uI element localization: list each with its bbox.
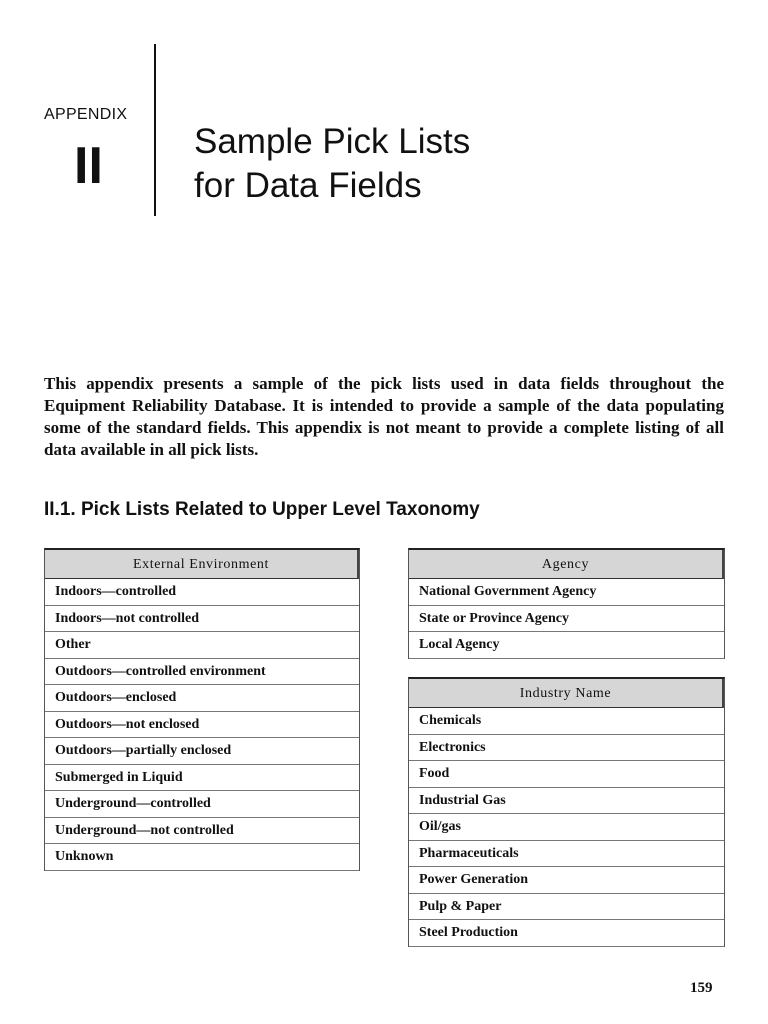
table-row: Underground—not controlled	[45, 818, 359, 845]
table-row: Pulp & Paper	[409, 894, 724, 921]
table-row: Power Generation	[409, 867, 724, 894]
external-environment-table	[44, 548, 360, 871]
table-row: Outdoors—controlled environment	[45, 659, 359, 686]
appendix-label: APPENDIX	[44, 106, 128, 123]
page-title	[194, 120, 470, 208]
table-row: Indoors—controlled	[45, 579, 359, 606]
table-header: Industry Name	[409, 679, 724, 708]
table-row: Outdoors—partially enclosed	[45, 738, 359, 765]
table-row: Local Agency	[409, 632, 724, 659]
table-row: Electronics	[409, 735, 724, 762]
industry-name-table	[408, 677, 725, 947]
table-row: Indoors—not controlled	[45, 606, 359, 633]
agency-table	[408, 548, 725, 659]
table-row: Outdoors—not enclosed	[45, 712, 359, 739]
intro-paragraph: This appendix presents a sample of the pick lists used in data fields throughout the Equipment Reliability Database. It is intended to provide a sample of the data populating some of the standard fields. This appendix is not meant to provide a complete listing of all data available in all pick lists.	[44, 374, 724, 459]
table-row: Food	[409, 761, 724, 788]
title-line-2: for Data Fields	[194, 166, 422, 205]
table-row: Other	[45, 632, 359, 659]
table-row: Unknown	[45, 844, 359, 871]
table-row: Underground—controlled	[45, 791, 359, 818]
table-row: National Government Agency	[409, 579, 724, 606]
table-row: Pharmaceuticals	[409, 841, 724, 868]
table-row: Steel Production	[409, 920, 724, 947]
appendix-number: II	[74, 137, 103, 195]
section-heading: II.1. Pick Lists Related to Upper Level Taxonomy	[44, 499, 480, 520]
table-row: Chemicals	[409, 708, 724, 735]
page-number: 159	[690, 980, 713, 996]
title-line-1: Sample Pick Lists	[194, 122, 471, 161]
table-row: Submerged in Liquid	[45, 765, 359, 792]
table-row: Industrial Gas	[409, 788, 724, 815]
table-row: State or Province Agency	[409, 606, 724, 633]
table-row: Oil/gas	[409, 814, 724, 841]
table-header: External Environment	[45, 550, 359, 579]
title-divider	[154, 44, 156, 216]
table-row: Outdoors—enclosed	[45, 685, 359, 712]
table-header: Agency	[409, 550, 724, 579]
